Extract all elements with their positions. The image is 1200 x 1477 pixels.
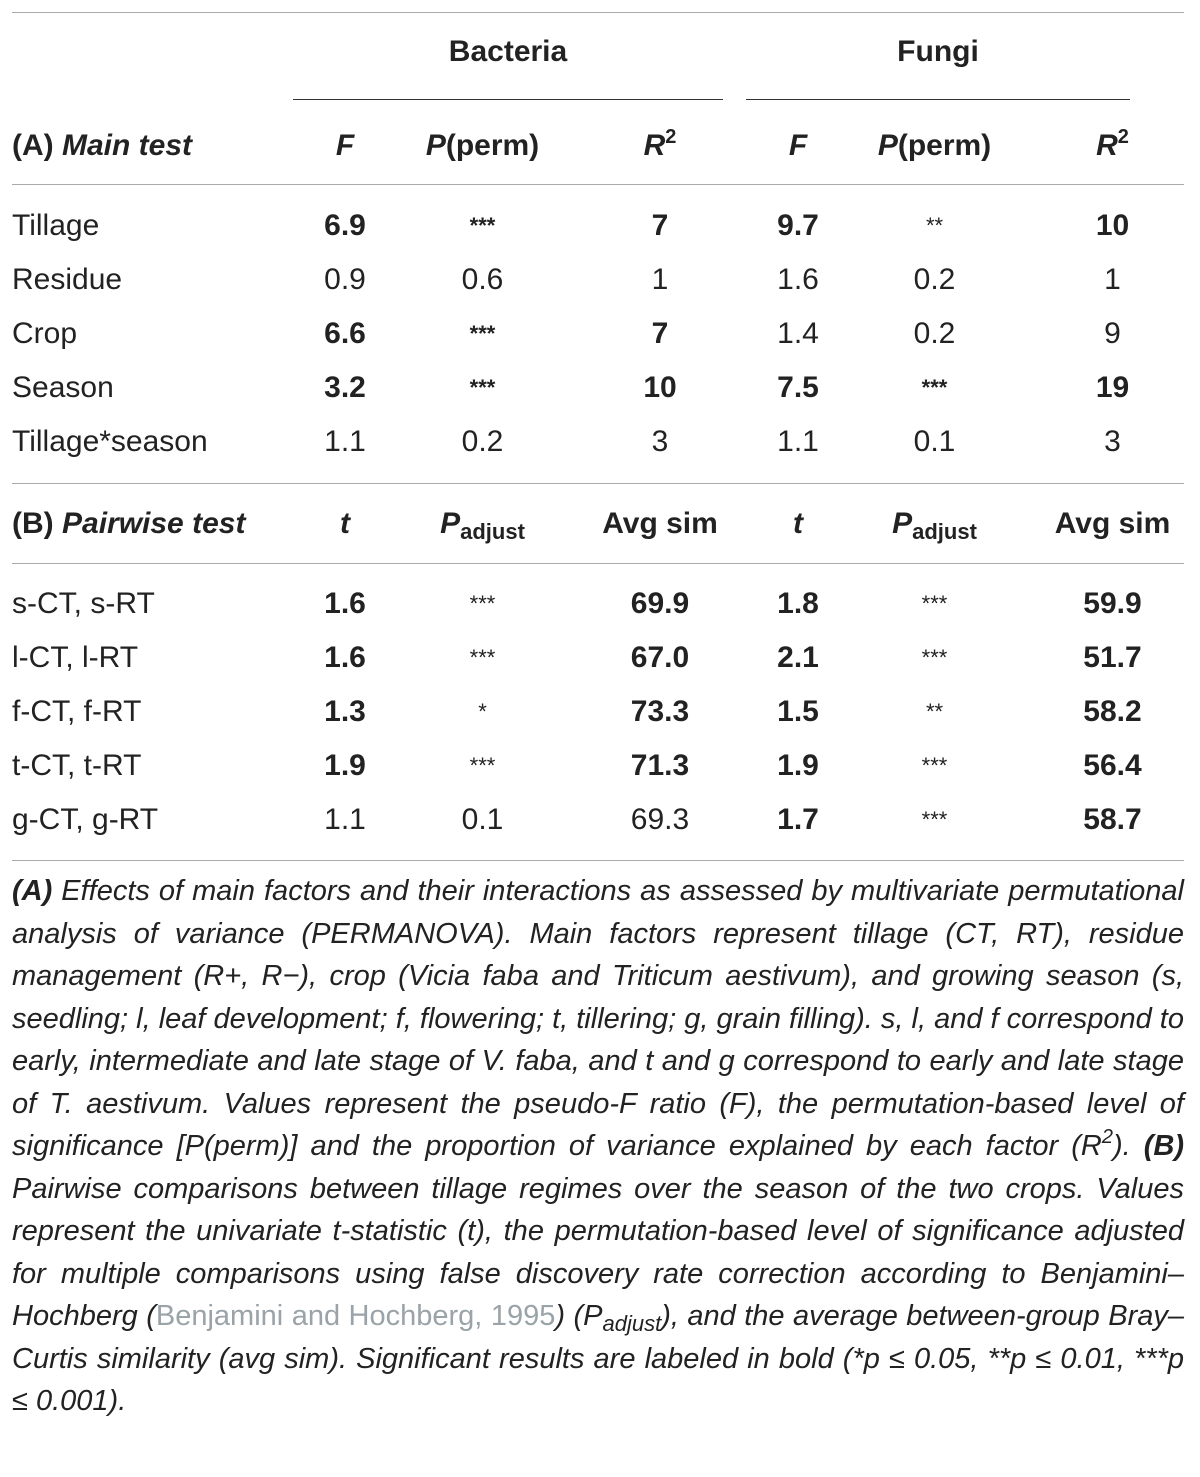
footnote-a-text: Effects of main factors and their interactions as assessed by multivariate permutational analysis of variance (PERMANOVA). Main factors represent tillage (CT, RT), residue management (R+, R−), crop (Vicia faba and Triticum aestivum), and growing season (s, seedling; l, leaf development; f, flowering; t, tillering; g, grain filling). s, l, and f correspond to early, intermediate and late stage of V. faba, and t and g correspond to early and late stage of T. aestivum. Values represent the pseudo-F ratio (F), the permutation-based level of significance [P(perm)] and the proportion of variance explained by each factor (R — [12, 875, 1184, 1162]
cell-value: 1.9 — [777, 749, 819, 782]
cell-value: 59.9 — [1083, 587, 1142, 620]
citation-link[interactable]: Benjamini and Hochberg, 1995 — [155, 1300, 556, 1332]
top-rule — [12, 12, 1184, 13]
table-row — [0, 361, 1200, 415]
cell-value: *** — [921, 753, 948, 778]
table-row — [0, 577, 1200, 631]
row-label: Tillage — [12, 209, 100, 242]
cell-value: 9 — [1104, 317, 1121, 350]
group-header-bacteria: Bacteria — [448, 35, 568, 68]
main-test-title: Main test — [62, 129, 193, 162]
col-header-padjust: $P_{adjust}$ — [440, 507, 525, 544]
col-header-r2: $R^2$ — [1096, 126, 1129, 162]
col-header-t: t — [793, 507, 803, 540]
row-label: g-CT, g-RT — [12, 803, 159, 836]
footnote-a-label: (A) — [12, 875, 53, 907]
footnote-b-text2: ) (P — [555, 1300, 603, 1332]
pairwise-header-row — [0, 497, 1200, 551]
cell-value: 0.2 — [913, 263, 956, 296]
cell-value: 1.6 — [324, 587, 366, 620]
table-row — [0, 415, 1200, 469]
cell-value: 6.9 — [324, 209, 366, 242]
cell-value: 69.3 — [630, 803, 690, 836]
cell-value: 6.6 — [324, 317, 366, 350]
cell-value: 1.6 — [324, 641, 366, 674]
cell-value: 1.7 — [777, 803, 819, 836]
cell-value: 3 — [651, 425, 669, 458]
cell-value: 7 — [651, 317, 669, 350]
table-row — [0, 307, 1200, 361]
row-label: Residue — [12, 263, 123, 296]
cell-value: *** — [469, 375, 496, 400]
cell-value: 1 — [1104, 263, 1121, 296]
table-row — [0, 685, 1200, 739]
cell-value: 2.1 — [777, 641, 819, 674]
cell-value: 0.2 — [461, 425, 504, 458]
col-header-pperm: P(perm) — [877, 129, 992, 162]
cell-value: 19 — [1095, 371, 1130, 404]
cell-value: 0.1 — [913, 425, 956, 458]
cell-value: 10 — [643, 371, 677, 404]
col-header-padjust: $P_{adjust}$ — [892, 507, 977, 544]
cell-value: 1.6 — [777, 263, 819, 296]
cell-value: 1.3 — [324, 695, 366, 728]
cell-value: 73.3 — [630, 695, 690, 728]
cell-value: 1.4 — [777, 317, 819, 350]
pairwise-test-prefix: (B) — [12, 507, 54, 540]
cell-value: 1.1 — [324, 803, 366, 836]
cell-value: *** — [921, 591, 948, 616]
group-header-fungi: Fungi — [897, 35, 979, 68]
bottom-rule — [12, 860, 1184, 861]
main-test-label — [12, 119, 192, 173]
cell-value: 7.5 — [777, 371, 819, 404]
row-label: s-CT, s-RT — [12, 587, 155, 620]
cell-value: *** — [469, 591, 496, 616]
cell-value: 3 — [1104, 425, 1121, 458]
row-label: Season — [12, 371, 114, 404]
cell-value: 0.2 — [913, 317, 956, 350]
cell-value: 10 — [1095, 209, 1130, 242]
cell-value: 71.3 — [630, 749, 690, 782]
table-row — [0, 631, 1200, 685]
cell-value: *** — [921, 645, 948, 670]
cell-value: 0.9 — [324, 263, 366, 296]
col-header-f: F — [788, 129, 808, 162]
cell-value: 51.7 — [1083, 641, 1142, 674]
cell-value: 9.7 — [777, 209, 819, 242]
cell-value: *** — [921, 375, 948, 400]
col-header-avg-sim: Avg sim — [602, 507, 718, 540]
table-footnote — [12, 870, 1184, 1423]
footnote-a-end: ). — [1112, 1130, 1131, 1162]
cell-value: 0.6 — [461, 263, 504, 296]
footnote-b-text3: ), and the average between-group Bray–Curtis similarity (avg sim). Significant results are labeled in bold (*p ≤ 0.05, **p ≤ 0.01, ***p ≤ 0.001). — [12, 1300, 1184, 1417]
cell-value: 3.2 — [324, 371, 366, 404]
col-header-t: t — [340, 507, 350, 540]
col-header-r2: $R^2$ — [643, 126, 677, 162]
cell-value: 1.1 — [777, 425, 819, 458]
cell-value: *** — [921, 807, 948, 832]
cell-value: 69.9 — [630, 587, 690, 620]
main-test-header-row — [0, 119, 1200, 173]
cell-value: 67.0 — [630, 641, 690, 674]
pairwise-header-rule — [12, 563, 1184, 564]
cell-value: 7 — [651, 209, 669, 242]
row-label: f-CT, f-RT — [12, 695, 142, 728]
row-label: Tillage*season — [12, 425, 208, 458]
pairwise-test-title: Pairwise test — [62, 507, 246, 540]
main-header-rule — [12, 184, 1184, 185]
footnote-a-sup: 2 — [1101, 1126, 1113, 1148]
cell-value: 1.5 — [777, 695, 819, 728]
cell-value: *** — [469, 213, 496, 238]
bacteria-underline — [293, 99, 723, 100]
footnote-b-sub: adjust — [602, 1311, 662, 1336]
cell-value: ** — [925, 699, 944, 724]
cell-value: 0.1 — [461, 803, 504, 836]
pairwise-test-label — [12, 497, 245, 551]
col-header-pperm: P(perm) — [425, 129, 540, 162]
col-header-avg-sim: Avg sim — [1054, 507, 1171, 540]
col-header-f: F — [335, 129, 355, 162]
cell-value: * — [478, 699, 487, 724]
cell-value: *** — [469, 321, 496, 346]
cell-value: 1.8 — [777, 587, 819, 620]
table-row — [0, 253, 1200, 307]
table-row — [0, 793, 1200, 847]
main-test-prefix: (A) — [12, 129, 54, 162]
cell-value: 58.7 — [1083, 803, 1142, 836]
cell-value: 1 — [651, 263, 669, 296]
cell-value: ** — [925, 213, 944, 238]
cell-value: 1.1 — [324, 425, 366, 458]
footnote-b-text: Pairwise comparisons between tillage regimes over the season of the two crops. Values represent the univariate t-statistic (t), the permutation-based level of significance adjusted for multiple comparisons using false discovery rate correction according to Benjamini–Hochberg ( — [12, 1172, 1184, 1332]
cell-value: 1.9 — [324, 749, 366, 782]
table-row — [0, 199, 1200, 253]
footnote-b-label: (B) — [1143, 1130, 1184, 1162]
cell-value: *** — [469, 645, 496, 670]
row-label: l-CT, l-RT — [12, 641, 139, 674]
section-rule — [12, 483, 1184, 484]
row-label: Crop — [12, 317, 78, 350]
row-label: t-CT, t-RT — [12, 749, 142, 782]
table-row — [0, 739, 1200, 793]
fungi-underline — [746, 99, 1130, 100]
cell-value: 58.2 — [1083, 695, 1142, 728]
cell-value: *** — [469, 753, 496, 778]
cell-value: 56.4 — [1083, 749, 1142, 782]
